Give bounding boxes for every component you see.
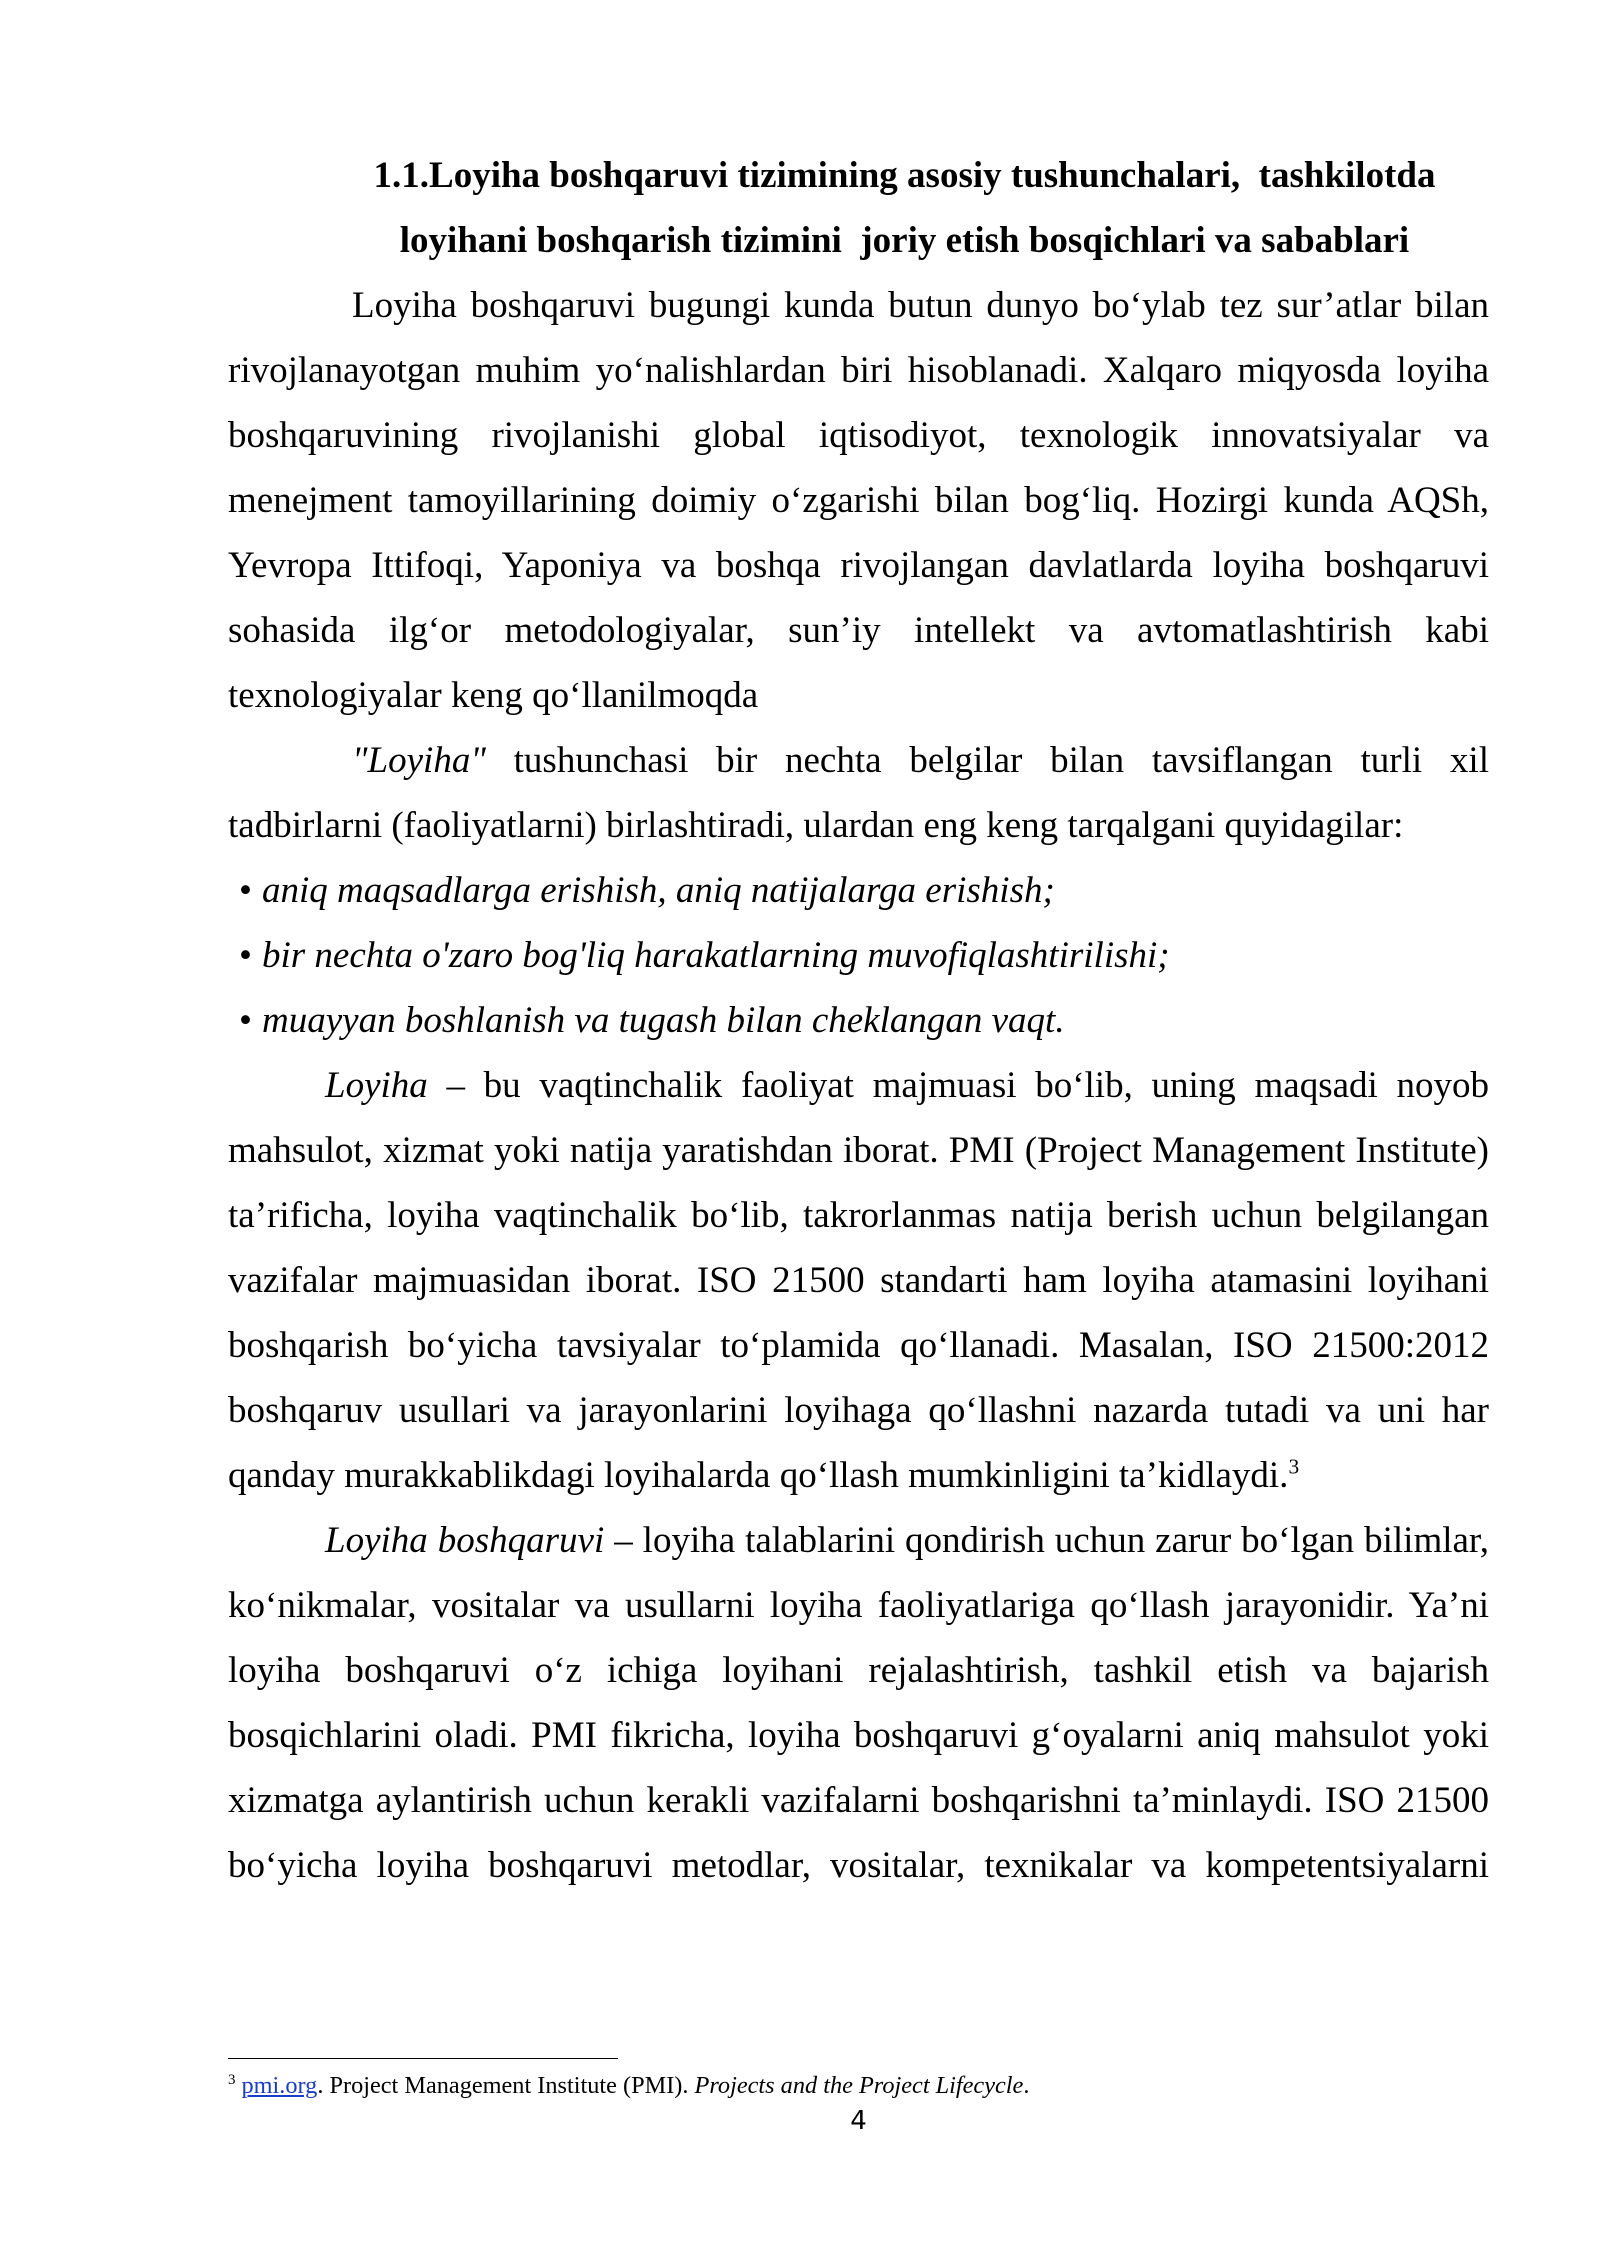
- paragraph-line: tadbirlarni (faoliyatlarni) birlashtiradi, ulardan eng keng tarqalgani quyidagilar:: [228, 805, 1404, 846]
- bullet-marker: •: [239, 870, 252, 911]
- page-body: [228, 143, 1489, 1898]
- footnote-end-punctuation: .: [1023, 2072, 1030, 2099]
- section-heading-line: loyihani boshqarish tizimini joriy etish bosqichlari va sabablari: [399, 220, 1410, 261]
- paragraph-line: Yevropa Ittifoqi, Yaponiya va boshqa rivojlangan davlatlarda loyiha boshqaruvi: [228, 545, 1489, 586]
- paragraph-line: bosqichlarini oladi. PMI fikricha, loyiha boshqaruvi g‘oyalarni aniq mahsulot yoki: [228, 1715, 1489, 1756]
- footnote-text: . Project Management Institute (PMI).: [317, 2072, 695, 2099]
- paragraph-line: mahsulot, xizmat yoki natija yaratishdan iborat. PMI (Project Management Institute): [228, 1130, 1489, 1171]
- list-item: [228, 988, 1489, 1053]
- page-number: 4: [850, 2106, 867, 2136]
- paragraph-line: menejment tamoyillarining doimiy o‘zgarishi bilan bog‘liq. Hozirgi kunda AQSh,: [228, 480, 1489, 521]
- bullet-marker: •: [239, 935, 252, 976]
- paragraph-line: [228, 1443, 1489, 1508]
- footnote-number: 3: [228, 2072, 236, 2088]
- footnote-separator: [228, 2058, 618, 2059]
- italic-term: Loyiha: [325, 1065, 428, 1106]
- paragraph-line: [228, 728, 1489, 793]
- paragraph-line: Loyiha boshqaruvi bugungi kunda butun dunyo bo‘ylab tez sur’atlar bilan: [352, 285, 1489, 326]
- paragraph-line: xizmatga aylantirish uchun kerakli vazifalarni boshqarishni ta’minlaydi. ISO 21500: [228, 1780, 1489, 1821]
- paragraph-line: loyiha boshqaruvi o‘z ichiga loyihani rejalashtirish, tashkil etish va bajarish: [228, 1650, 1489, 1691]
- line-text: tushunchasi bir nechta belgilar bilan tavsiflangan turli xil: [485, 740, 1489, 781]
- line-text: – loyiha talablarini qondirish uchun zarur bo‘lgan bilimlar,: [604, 1520, 1490, 1561]
- paragraph-line: [228, 1508, 1489, 1573]
- paragraph-line: vazifalar majmuasidan iborat. ISO 21500 standarti ham loyiha atamasini loyihani: [228, 1260, 1489, 1301]
- list-item-text: bir nechta o'zaro bog'liq harakatlarning muvofiqlashtirilishi;: [262, 935, 1170, 976]
- list-item: [228, 858, 1489, 923]
- line-text: – bu vaqtinchalik faoliyat majmuasi bo‘lib, uning maqsadi noyob: [427, 1065, 1489, 1106]
- paragraph-line: rivojlanayotgan muhim yo‘nalishlardan biri hisoblanadi. Xalqaro miqyosda loyiha: [228, 350, 1489, 391]
- paragraph-line: bo‘yicha loyiha boshqaruvi metodlar, vositalar, texnikalar va kompetentsiyalarni: [228, 1845, 1489, 1886]
- paragraph-intro: [228, 273, 1489, 728]
- list-item-text: muayyan boshlanish va tugash bilan cheklangan vaqt.: [262, 1000, 1065, 1041]
- footnote-reference: 3: [1288, 1454, 1300, 1479]
- italic-term: "Loyiha": [352, 740, 486, 781]
- list-item-text: aniq maqsadlarga erishish, aniq natijalarga erishish;: [262, 870, 1055, 911]
- footnote-title: Projects and the Project Lifecycle: [694, 2072, 1024, 2099]
- list-item: [228, 923, 1489, 988]
- paragraph-line: ko‘nikmalar, vositalar va usullarni loyiha faoliyatlariga qo‘llash jarayonidir. Ya’ni: [228, 1585, 1489, 1626]
- paragraph-line: boshqaruvining rivojlanishi global iqtisodiyot, texnologik innovatsiyalar va: [228, 415, 1489, 456]
- paragraph-line: sohasida ilg‘or metodologiyalar, sun’iy intellekt va avtomatlashtirish kabi: [228, 610, 1489, 651]
- characteristics-list: [228, 858, 1489, 1053]
- paragraph-line: boshqarish bo‘yicha tavsiyalar to‘plamida qo‘llanadi. Masalan, ISO 21500:2012: [228, 1325, 1489, 1366]
- paragraph-line: texnologiyalar keng qo‘llanilmoqda: [228, 675, 759, 716]
- paragraph-line: ta’rificha, loyiha vaqtinchalik bo‘lib, takrorlanmas natija berish uchun belgilangan: [228, 1195, 1489, 1236]
- footnote-source-link[interactable]: pmi.org: [241, 2072, 318, 2099]
- paragraph-project-definition: [228, 1053, 1489, 1508]
- paragraph-line: boshqaruv usullari va jarayonlarini loyihaga qo‘llashni nazarda tutadi va uni har: [228, 1390, 1489, 1431]
- italic-term: Loyiha boshqaruvi: [325, 1520, 605, 1561]
- section-heading: [228, 143, 1489, 273]
- bullet-marker: •: [239, 1000, 252, 1041]
- section-heading-line: 1.1.Loyiha boshqaruvi tizimining asosiy tushunchalari, tashkilotda: [373, 155, 1436, 196]
- line-text: qanday murakkablikdagi loyihalarda qo‘llash mumkinligini ta’kidlaydi.: [228, 1455, 1289, 1496]
- footnote: [228, 2072, 1489, 2100]
- paragraph-line: [228, 1053, 1489, 1118]
- paragraph-project-management-definition: [228, 1508, 1489, 1898]
- paragraph-project-concept: [228, 728, 1489, 858]
